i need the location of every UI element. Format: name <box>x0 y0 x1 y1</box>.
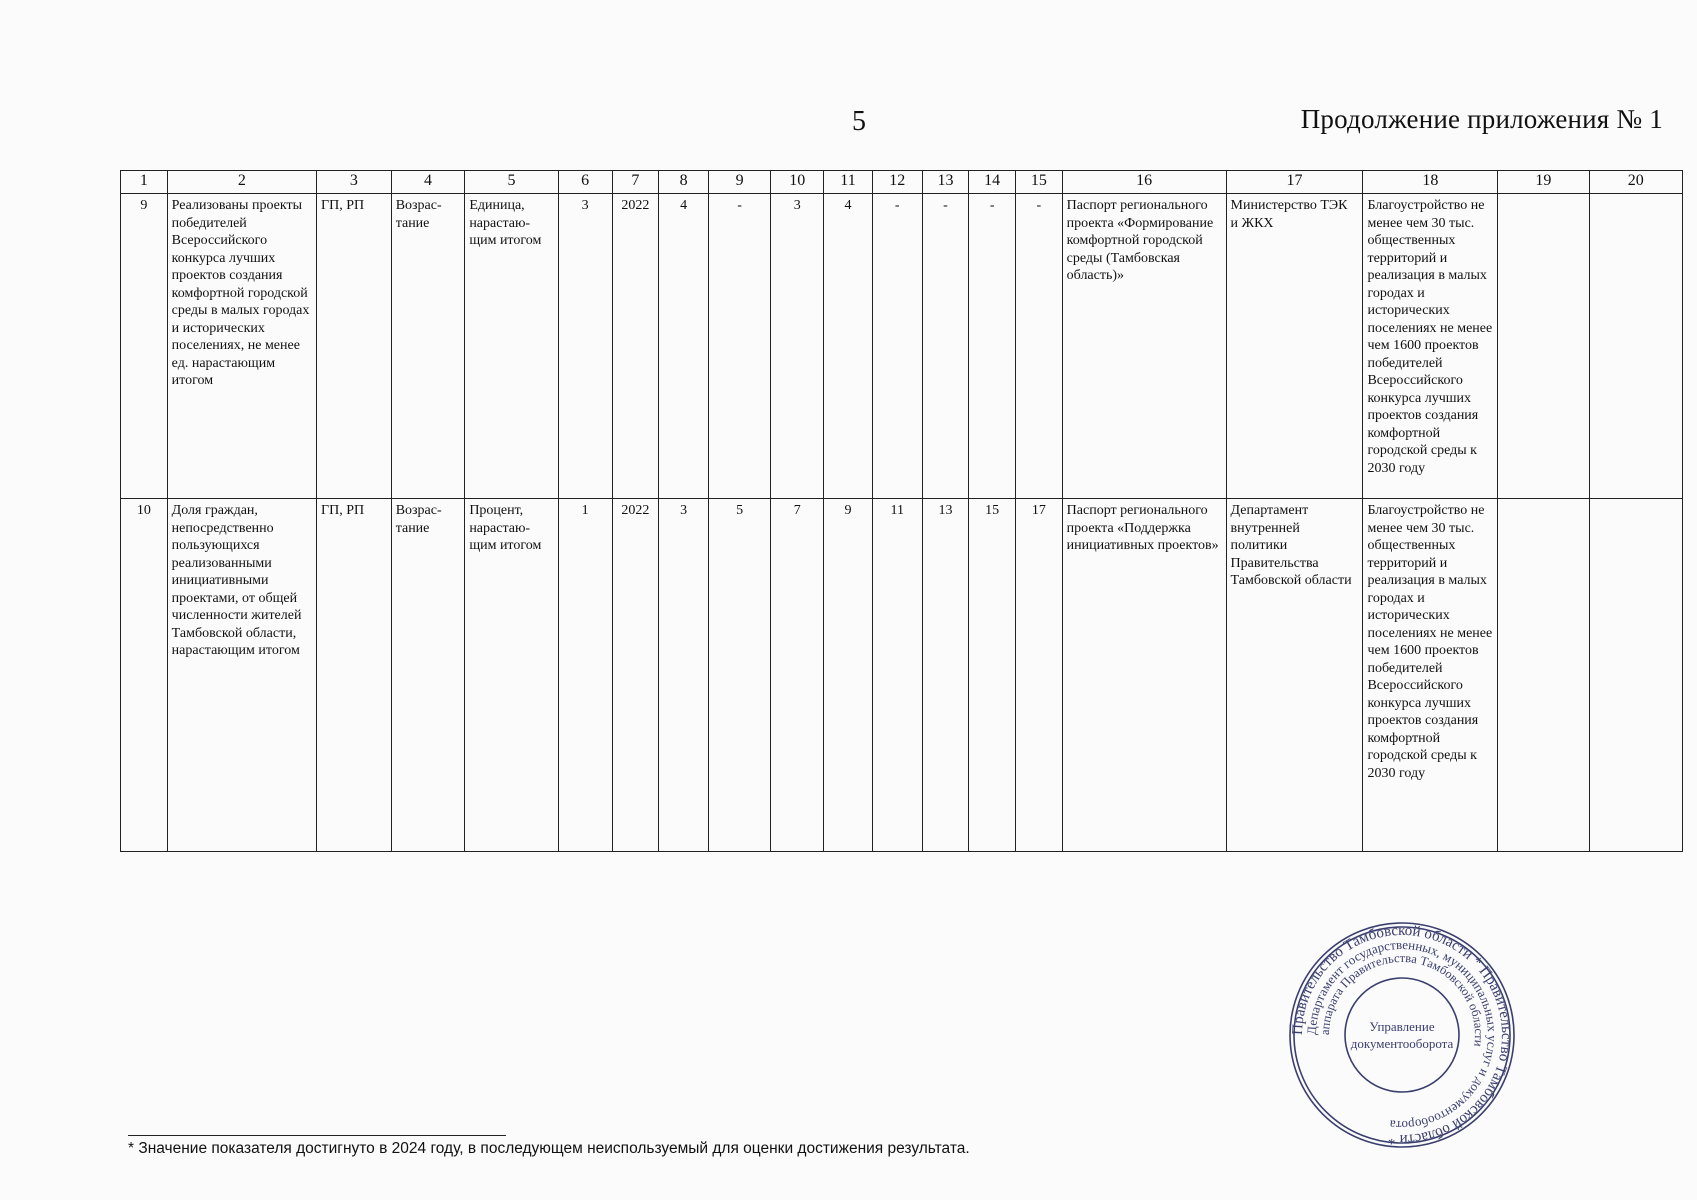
column-header: 3 <box>317 171 392 194</box>
column-header: 2 <box>167 171 316 194</box>
value-cell: - <box>969 194 1016 499</box>
base-value-cell: 1 <box>558 499 612 852</box>
level-cell: ГП, РП <box>317 194 392 499</box>
column-header: 1 <box>121 171 168 194</box>
column-header: 9 <box>709 171 771 194</box>
empty-cell <box>1589 499 1682 852</box>
value-cell: 4 <box>824 194 873 499</box>
seal-outer-text: Правительство Тамбовской области * Правительство Тамбовской области * <box>1289 922 1515 1148</box>
column-header: 17 <box>1226 171 1363 194</box>
seal-center-line1: Управление <box>1369 1019 1435 1034</box>
level-cell: ГП, РП <box>317 499 392 852</box>
trend-cell: Возрас-тание <box>391 499 465 852</box>
column-header: 20 <box>1589 171 1682 194</box>
column-header: 14 <box>969 171 1016 194</box>
value-cell: 11 <box>872 499 922 852</box>
footnote: * Значение показателя достигнуто в 2024 году, в последующем неиспользуемый для оценки достижения результата. <box>128 1140 970 1157</box>
value-cell: 15 <box>969 499 1016 852</box>
column-header: 16 <box>1062 171 1226 194</box>
seal-inner-text: аппарата Правительства Тамбовской области <box>1317 950 1487 1048</box>
responsible-cell: Департамент внутренней политики Правительства Тамбовской области <box>1226 499 1363 852</box>
empty-cell <box>1498 499 1589 852</box>
document-cell: Паспорт регионального проекта «Формирование комфортной городской среды (Тамбовская область)» <box>1062 194 1226 499</box>
seal-center-line2: документооборота <box>1350 1036 1454 1051</box>
page-number: 5 <box>852 106 866 137</box>
column-header: 13 <box>922 171 969 194</box>
table-row <box>121 194 1683 499</box>
trend-cell: Возрас-тание <box>391 194 465 499</box>
column-header: 4 <box>391 171 465 194</box>
column-header: 6 <box>558 171 612 194</box>
empty-cell <box>1498 194 1589 499</box>
value-cell: 7 <box>771 499 824 852</box>
indicators-table <box>120 170 1683 852</box>
column-header: 12 <box>872 171 922 194</box>
value-cell: 3 <box>659 499 709 852</box>
value-cell: 9 <box>824 499 873 852</box>
row-number-cell: 10 <box>121 499 168 852</box>
value-cell: - <box>872 194 922 499</box>
base-year-cell: 2022 <box>612 499 659 852</box>
column-header: 18 <box>1363 171 1498 194</box>
unit-cell: Процент, нарастаю-щим итогом <box>465 499 558 852</box>
unit-cell: Единица, нарастаю-щим итогом <box>465 194 558 499</box>
column-header: 19 <box>1498 171 1589 194</box>
column-header: 8 <box>659 171 709 194</box>
footnote-divider <box>128 1135 506 1136</box>
value-cell: 3 <box>771 194 824 499</box>
column-number-row <box>121 171 1683 194</box>
column-header: 5 <box>465 171 558 194</box>
seal-middle-text: Департамент государственных, муниципальных услуг и документооборота <box>1303 936 1501 1134</box>
value-cell: 4 <box>659 194 709 499</box>
base-value-cell: 3 <box>558 194 612 499</box>
value-cell: 5 <box>709 499 771 852</box>
value-cell: - <box>709 194 771 499</box>
indicator-name-cell: Доля граждан, непосредственно пользующихся реализованными инициативными проектами, от общей численности жителей Тамбовской области, нарастающим итогом <box>167 499 316 852</box>
responsible-cell: Министерство ТЭК и ЖКХ <box>1226 194 1363 499</box>
table-row <box>121 499 1683 852</box>
seal-inner-ring <box>1345 978 1459 1092</box>
column-header: 10 <box>771 171 824 194</box>
document-cell: Паспорт регионального проекта «Поддержка инициативных проектов» <box>1062 499 1226 852</box>
value-cell: 17 <box>1016 499 1063 852</box>
column-header: 7 <box>612 171 659 194</box>
appendix-title: Продолжение приложения № 1 <box>1300 104 1663 134</box>
goal-link-cell: Благоустройство не менее чем 30 тыс. общественных территорий и реализация в малых городах и исторических поселениях не менее чем 1600 проектов победителей Всероссийского конкурса лучших проектов создания комфортной городской среды к 2030 году <box>1363 499 1498 852</box>
goal-link-cell: Благоустройство не менее чем 30 тыс. общественных территорий и реализация в малых городах и исторических поселениях не менее чем 1600 проектов победителей Всероссийского конкурса лучших проектов создания комфортной городской среды к 2030 году <box>1363 194 1498 499</box>
empty-cell <box>1589 194 1682 499</box>
value-cell: 13 <box>922 499 969 852</box>
row-number-cell: 9 <box>121 194 168 499</box>
value-cell: - <box>1016 194 1063 499</box>
official-seal <box>1286 919 1518 1151</box>
indicator-name-cell: Реализованы проекты победителей Всероссийского конкурса лучших проектов создания комфортной городской среды в малых городах и исторических поселениях, не менее ед. нарастающим итогом <box>167 194 316 499</box>
column-header: 11 <box>824 171 873 194</box>
value-cell: - <box>922 194 969 499</box>
base-year-cell: 2022 <box>612 194 659 499</box>
column-header: 15 <box>1016 171 1063 194</box>
